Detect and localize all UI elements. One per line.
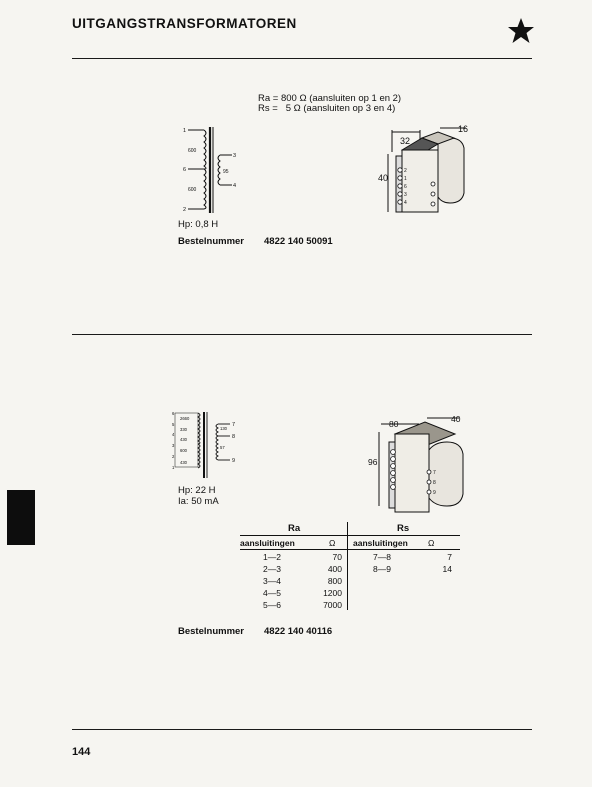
pin-label: 2 [172, 454, 175, 459]
pin-label: 3 [172, 443, 175, 448]
dimension-label: 16 [458, 124, 469, 134]
ra-connection: 1—2 [263, 552, 281, 562]
pin-label: 4 [172, 432, 175, 437]
transformer-schematic-1 [176, 125, 246, 215]
pin-label: 9 [433, 490, 436, 496]
ra-ohm: 70 [332, 552, 342, 562]
pin-label: 4 [404, 200, 407, 206]
pin-label: 2 [183, 207, 187, 213]
winding-value: 430 [180, 460, 187, 465]
ra-ohm: 7000 [323, 600, 342, 610]
rs-connection: 7—8 [373, 552, 391, 562]
rs-ohm: 14 [442, 564, 452, 574]
pin-label: 8 [232, 434, 236, 440]
pin-label: 1 [404, 176, 407, 182]
pin-label: 8 [433, 480, 436, 486]
bestelnummer-value: 4822 140 50091 [264, 236, 333, 247]
winding-value: 2660 [180, 416, 190, 421]
ra-connection: 2—3 [263, 564, 281, 574]
winding-value: 330 [180, 427, 187, 432]
winding-value: 600 [180, 448, 187, 453]
pin-label: 6 [404, 184, 407, 190]
col-header-ohm: Ω [428, 538, 435, 548]
header-rule [72, 58, 532, 59]
winding-value: 130 [220, 426, 227, 431]
col-header-aansluitingen: aansluitingen [240, 538, 295, 548]
ra-connection: 5—6 [263, 600, 281, 610]
dimension-label: 40 [378, 173, 389, 183]
winding-value: 430 [180, 437, 187, 442]
winding-value: 95 [223, 169, 229, 175]
pin-label: 5 [172, 422, 175, 427]
bestelnummer-value: 4822 140 40116 [264, 626, 333, 637]
ia-value: Ia: 50 mA [178, 496, 219, 507]
pin-label: 1 [172, 465, 175, 470]
col-header-aansluitingen: aansluitingen [353, 538, 408, 548]
dimension-label: 96 [368, 457, 378, 467]
star-icon [506, 16, 536, 46]
pin-label: 6 [172, 411, 175, 416]
transformer-drawing-1 [378, 120, 488, 230]
pin-label: 2 [404, 168, 407, 174]
rs-ohm: 7 [447, 552, 452, 562]
hp-value: Hp: 22 H [178, 485, 216, 496]
rs-connection: 8—9 [373, 564, 391, 574]
winding-value: 600 [188, 148, 197, 154]
connection-table [240, 522, 460, 612]
thumb-index-tab [7, 490, 35, 545]
hp-value: Hp: 0,8 H [178, 219, 219, 230]
pin-label: 3 [404, 192, 407, 198]
transformer-schematic-2 [170, 410, 260, 480]
pin-label: 3 [233, 153, 237, 159]
bestelnummer-label: Bestelnummer [178, 626, 244, 637]
table-rule [240, 535, 460, 536]
pin-label: 9 [232, 458, 236, 464]
winding-value: 57 [220, 445, 225, 450]
bestelnummer-label: Bestelnummer [178, 236, 244, 247]
dimension-label: 40 [451, 414, 461, 424]
ra-connection: 4—5 [263, 588, 281, 598]
footer-rule [72, 729, 532, 730]
dimension-label: 32 [400, 136, 411, 146]
transformer-drawing-2 [365, 412, 485, 517]
col-header-ohm: Ω [329, 538, 336, 548]
ra-connection: 3—4 [263, 576, 281, 586]
ra-header: Ra [288, 523, 301, 534]
section-divider [72, 334, 532, 335]
pin-label: 6 [183, 167, 187, 173]
pin-label: 1 [183, 128, 187, 134]
ra-ohm: 800 [327, 576, 342, 586]
pin-label: 7 [433, 470, 436, 476]
table-rule [240, 549, 460, 550]
page-title: UITGANGSTRANSFORMATOREN [72, 16, 297, 31]
ra-spec-line: Ra = 800 Ω (aansluiten op 1 en 2) [258, 93, 402, 104]
dimension-label: 80 [389, 419, 399, 429]
rs-header: Rs [397, 523, 410, 534]
page-number: 144 [72, 746, 91, 758]
ra-ohm: 400 [327, 564, 342, 574]
pin-label: 7 [232, 422, 236, 428]
pin-label: 4 [233, 183, 237, 189]
winding-value: 600 [188, 187, 197, 193]
ra-ohm: 1200 [323, 588, 342, 598]
rs-spec-line: Rs = 5 Ω (aansluiten op 3 en 4) [258, 103, 396, 114]
